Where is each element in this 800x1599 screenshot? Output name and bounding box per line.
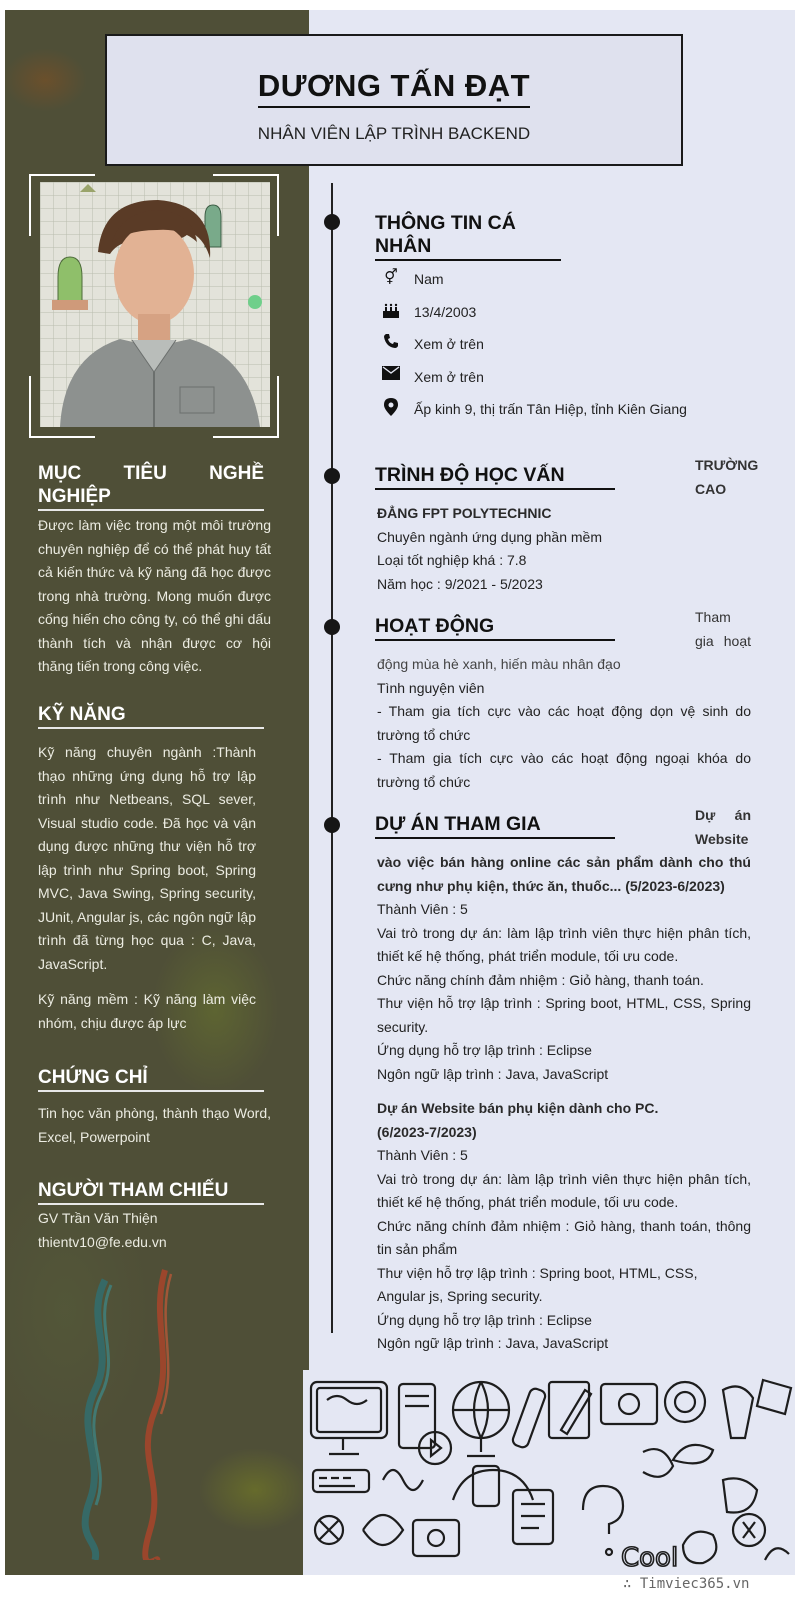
- hard-skills-text: Kỹ năng chuyên ngành :Thành thạo những ứng dụng hỗ trợ lập trình như Netbeans, SQL sever, Visual studio code. Đã học và vận dụng được những thư viện hỗ trợ lập trình như Spring boot, Spring MVC, Java Swing, Spring security, JUnit, Angular js, các ngôn ngữ lập trình đã từng học qua : C, Java, JavaScript.: [38, 744, 256, 972]
- soft-skills-text: Kỹ năng mềm : Kỹ năng làm việc nhóm, chịu được áp lực: [38, 991, 256, 1031]
- skills-section: [38, 704, 271, 1035]
- school-name: ĐẲNG FPT POLYTECHNIC: [377, 505, 552, 521]
- project2-libraries: Angular js, Spring security.: [377, 1288, 543, 1304]
- objective-text: Được làm việc trong một môi trường chuyên nghiệp để có thể phát huy tất cả kiến thức và kỹ năng đã học được trong nhà trường. Mong muốn được cống hiến cho công ty, có thể ghi dấu thành tích và nhận được cơ hội thăng tiến trong công việc.: [38, 517, 271, 674]
- project2-functions: Chức năng chính đảm nhiệm : Giỏ hàng, thanh toán, thông tin sản phẩm: [377, 1217, 751, 1257]
- certificates-section: [38, 1067, 271, 1149]
- left-column: [5, 10, 309, 1575]
- tech-doodles-decoration: [303, 1370, 795, 1575]
- references-section: [38, 1180, 271, 1254]
- project1-libraries: Thư viện hỗ trợ lập trình : Spring boot, HTML, CSS, Spring security.: [377, 995, 751, 1035]
- activities-start: Tham gia hoạt: [695, 609, 751, 649]
- references-heading: NGƯỜI THAM CHIẾU: [38, 1180, 264, 1205]
- project1-members: Thành Viên : 5: [377, 901, 468, 917]
- project2-role: Vai trò trong dự án: làm lập trình viên thực hiện phân tích, thiết kế hệ thống, phát triển module, tối ưu code.: [377, 1170, 751, 1210]
- project1-role: Vai trò trong dự án: làm lập trình viên thực hiện phân tích, thiết kế hệ thống, phát triển module, tối ưu code.: [377, 924, 751, 964]
- education-heading: TRÌNH ĐỘ HỌC VẤN: [375, 464, 615, 490]
- activities-heading: HOẠT ĐỘNG: [375, 615, 615, 641]
- job-title: NHÂN VIÊN LẬP TRÌNH BACKEND: [257, 124, 531, 143]
- objective-section: [38, 462, 271, 679]
- cv-page: MỤC TIÊU NGHỀ NGHIỆP Được làm việc trong một môi trường chuyên nghiệp để có thể phát huy tất cả kiến thức và kỹ năng đã học được trong nhà trường. Mong muốn được cống hiến cho công ty, có thể ghi dấu thành tích và nhận được cơ hội thăng tiến trong công việc. KỸ NĂNG Kỹ năng chuyên ngành :Thành thạo những ứng dụng hỗ trợ lập trình như Netbeans, SQL sever, Visual studio code. Đã học và vận dụng được những thư viện hỗ trợ lập trình như Spring boot, Spring MVC, Java Swing, Spring security, JUnit, Angular js, các ngôn ngữ lập trình đã từng học qua : C, Java, JavaScript. Kỹ năng mềm : Kỹ năng làm việc nhóm, chịu được áp lực CHỨNG CHỈ Tin học văn phòng, thành thạo Word, Excel, Powerpoint NGƯỜI THAM CHIẾU GV Trần Văn Thiện thientv10@fe.edu.vn DƯƠNG TẤN ĐẠT NHÂN VIÊN LẬP TRÌNH BACKEND THÔNG TIN CÁ NHÂN ⚥ Nam 13/4/2003 Xem ở trên Xem ở trên Ấp kinh 9, thị trấn Tân Hiệp, tỉnh Kiên Giang TRÌNH ĐỘ HỌC VẤN TRƯỜNG CAO ĐẲNG FPT POLYTECHNIC Chuyên ngành ứng dụng phần mềm Loại tốt nghiệp khá : 7.8 Năm học : 9/2021 - 5/2023 HOẠT ĐỘNG Tham gia hoạt động mùa hè xanh, hiến màu nhân đạo Tình nguyện viên - Tham gia tích cực vào các hoạt động dọn vệ sinh do trường tổ chức - Tham gia tích cực vào các hoạt động ngoại khóa do trường tổ chức DỰ ÁN THAM GIA Dự án Website vào việc bán hàng online các sản phẩm dành cho thú cưng như phụ kiện, thức ăn, thuốc... (5/2023-6/2023) Thành Viên : 5 Vai trò trong dự án: làm lập trình viên thực hiện phân tích, thiết kế hệ thống, phát triển module, tối ưu code. Chức năng chính đảm nhiệm : Giỏ hàng, thanh toán. Thư viện hỗ trợ lập trình : Spring boot, HTML, CSS, Spring security. Ứng dụng hỗ trợ lập trình : Eclipse Ngôn ngữ lập trình : Java, JavaScript Dự án Website bán phụ kiện dành cho PC. (6/2023-7/2023) Thành Viên : 5 Vai trò trong dự án: làm lập trình viên thực hiện phân tích, thiết kế hệ thống, phát triển module, tối ưu code. Chức năng chính đảm nhiệm : Giỏ hàng, thanh toán, thông tin sản phẩm Thư viện hỗ trợ lập trình : Spring boot, HTML, CSS, Angular js, Spring security. Ứng dụng hỗ trợ lập trình : Eclipse Ngôn ngữ lập trình : Java, JavaScript Cool: [5, 10, 795, 1575]
- education-details: [377, 502, 751, 596]
- certificates-text: Tin học văn phòng, thành thạo Word, Excel, Powerpoint: [38, 1105, 271, 1145]
- timeline-dot: [324, 468, 340, 484]
- candidate-name: DƯƠNG TẤN ĐẠT: [258, 68, 530, 108]
- timeline-line: [331, 183, 333, 1333]
- project1-details: [377, 851, 751, 1086]
- grade: Loại tốt nghiệp khá : 7.8: [377, 552, 527, 568]
- activities-text: động mùa hè xanh, hiến màu nhân đạo: [377, 656, 621, 672]
- project1-title-start: Dự án Website: [695, 807, 751, 847]
- paint-strokes-decoration: [65, 1260, 185, 1560]
- watermark-text: ∴ Timviec365.vn: [623, 1576, 750, 1592]
- project2-tools: Ứng dụng hỗ trợ lập trình : Eclipse: [377, 1311, 592, 1328]
- activity-item: - Tham gia tích cực vào các hoạt động ngoại khóa do trường tổ chức: [377, 750, 751, 790]
- timeline-dot: [324, 619, 340, 635]
- activity-item: - Tham gia tích cực vào các hoạt động dọn vệ sinh do trường tổ chức: [377, 703, 751, 743]
- project2-libraries: Thư viện hỗ trợ lập trình : Spring boot, HTML, CSS,: [377, 1264, 698, 1281]
- objective-heading: MỤC TIÊU NGHỀ NGHIỆP: [38, 462, 264, 511]
- project2-details: [377, 1097, 751, 1356]
- svg-text:Cool: Cool: [621, 1543, 679, 1573]
- activities-details: [377, 653, 751, 794]
- certificates-heading: CHỨNG CHỈ: [38, 1067, 264, 1092]
- phone-icon: [379, 333, 403, 355]
- reference-email[interactable]: thientv10@fe.edu.vn: [38, 1233, 167, 1250]
- projects-heading: DỰ ÁN THAM GIA: [375, 813, 615, 839]
- project1-functions: Chức năng chính đảm nhiệm : Giỏ hàng, thanh toán.: [377, 971, 704, 988]
- timeline-dot: [324, 214, 340, 230]
- reference-name: GV Trần Văn Thiện: [38, 1210, 158, 1226]
- project2-languages: Ngôn ngữ lập trình : Java, JavaScript: [377, 1335, 609, 1351]
- personal-info-heading: THÔNG TIN CÁ NHÂN: [375, 212, 561, 261]
- project1-title: vào việc bán hàng online các sản phẩm dành cho thú cưng như phụ kiện, thức ăn, thuốc... (5/2023-6/2023): [377, 854, 751, 894]
- major: Chuyên ngành ứng dụng phần mềm: [377, 528, 602, 545]
- project1-languages: Ngôn ngữ lập trình : Java, JavaScript: [377, 1065, 609, 1082]
- birthday-cake-icon: [379, 301, 403, 323]
- education-school-start: TRƯỜNG CAO: [695, 457, 759, 497]
- project2-members: Thành Viên : 5: [377, 1147, 468, 1163]
- location-pin-icon: [379, 398, 403, 420]
- header-box: [105, 34, 683, 166]
- timeline-dot: [324, 817, 340, 833]
- gender-icon: ⚥: [384, 269, 398, 286]
- project1-tools: Ứng dụng hỗ trợ lập trình : Eclipse: [377, 1042, 592, 1058]
- school-years: Năm học : 9/2021 - 5/2023: [377, 575, 543, 592]
- profile-photo: [40, 182, 270, 427]
- envelope-icon: [379, 366, 403, 388]
- activities-role: Tình nguyện viên: [377, 679, 485, 696]
- skills-heading: KỸ NĂNG: [38, 704, 264, 729]
- project2-title: Dự án Website bán phụ kiện dành cho PC.: [377, 1100, 659, 1116]
- project2-dates: (6/2023-7/2023): [377, 1123, 477, 1140]
- profile-photo-frame: [29, 174, 279, 438]
